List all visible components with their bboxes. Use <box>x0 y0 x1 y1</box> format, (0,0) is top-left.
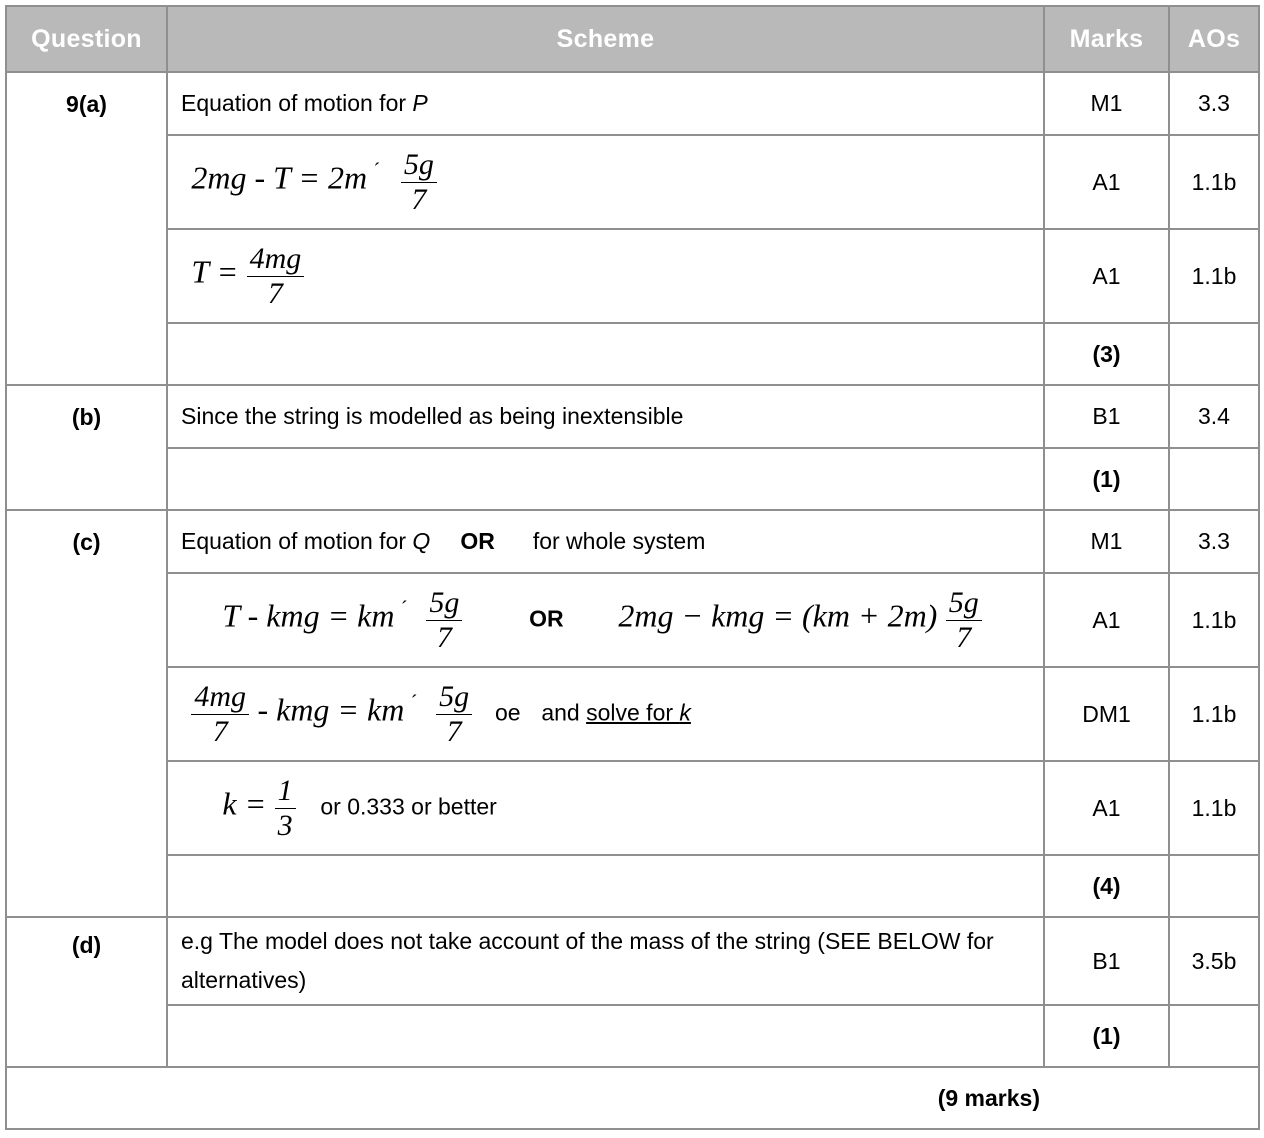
table-row <box>6 761 1259 855</box>
mark-cell: A1 <box>1044 761 1169 855</box>
oe-note: oe <box>494 699 521 726</box>
scheme-cell: Equation of motion for Q OR for whole system <box>167 510 1044 573</box>
mark-cell: B1 <box>1044 385 1169 448</box>
mark-cell: B1 <box>1044 917 1169 1005</box>
header-question: Question <box>6 6 167 72</box>
header-aos: AOs <box>1169 6 1259 72</box>
ao-cell: 1.1b <box>1169 667 1259 761</box>
mark-scheme-table <box>5 5 1260 1130</box>
scheme-cell <box>167 229 1044 323</box>
ao-cell: 1.1b <box>1169 135 1259 229</box>
ao-cell: 3.3 <box>1169 72 1259 135</box>
ao-cell: 3.5b <box>1169 917 1259 1005</box>
equation: k = <box>222 785 267 822</box>
subtotal-mark: (3) <box>1044 323 1169 385</box>
table-row <box>6 667 1259 761</box>
subtotal-mark: (1) <box>1044 1005 1169 1067</box>
table-row <box>6 229 1259 323</box>
equation: - kmg = km <box>257 691 405 728</box>
header-row <box>6 6 1259 72</box>
scheme-cell: Equation of motion for P <box>167 72 1044 135</box>
ao-cell: 1.1b <box>1169 761 1259 855</box>
times-symbol: ´ <box>400 597 408 620</box>
solve-note: solve for k <box>586 699 691 726</box>
scheme-cell: $\frac{4mg}{7}$ - kmg = km ´ $\frac{5g}{7}$ oe and solve for k <box>167 667 1044 761</box>
mark-cell: A1 <box>1044 135 1169 229</box>
scheme-cell: Since the string is modelled as being inextensible <box>167 385 1044 448</box>
scheme-cell <box>167 135 1044 229</box>
times-symbol: ´ <box>373 159 381 182</box>
ao-cell: 3.3 <box>1169 510 1259 573</box>
equation-alt: 2mg − kmg = (km + 2m) <box>618 597 938 634</box>
equation: T = <box>191 253 239 290</box>
table-row <box>6 510 1259 573</box>
question-label-c: (c) <box>6 510 167 917</box>
header-scheme: Scheme <box>167 6 1044 72</box>
fraction: $\frac{5g}{7}$ <box>436 680 472 749</box>
fraction: $\frac{1}{3}$ <box>275 774 296 843</box>
fraction: $\frac{5g}{7}$ <box>426 586 462 655</box>
subtotal-mark: (1) <box>1044 448 1169 510</box>
fraction: $\frac{5g}{7}$ <box>401 148 437 217</box>
or-label: OR <box>529 605 564 632</box>
mark-cell: A1 <box>1044 229 1169 323</box>
table-row <box>6 135 1259 229</box>
subtotal-row <box>6 1005 1259 1067</box>
fraction: $\frac{4mg}{7}$ <box>247 242 305 311</box>
scheme-cell <box>167 573 1044 667</box>
scheme-cell: e.g The model does not take account of the mass of the string (SEE BELOW for alternatives) <box>167 917 1044 1005</box>
subtotal-row <box>6 323 1259 385</box>
subtotal-mark: (4) <box>1044 855 1169 917</box>
question-label-d: (d) <box>6 917 167 1067</box>
scheme-cell: k = $\frac{1}{3}$ or 0.333 or better <box>167 761 1044 855</box>
mark-cell: A1 <box>1044 573 1169 667</box>
question-label-9a: 9(a) <box>6 72 167 385</box>
table-row <box>6 917 1259 1005</box>
equation: T - kmg = km <box>222 597 395 634</box>
table-row <box>6 573 1259 667</box>
fraction: $\frac{5g}{7}$ <box>946 586 982 655</box>
ao-cell: 1.1b <box>1169 229 1259 323</box>
subtotal-row <box>6 855 1259 917</box>
question-label-b: (b) <box>6 385 167 510</box>
total-marks: (9 marks) <box>6 1067 1259 1129</box>
times-symbol: ´ <box>410 691 418 714</box>
ao-cell: 1.1b <box>1169 573 1259 667</box>
subtotal-row <box>6 448 1259 510</box>
mark-cell: M1 <box>1044 72 1169 135</box>
table-row <box>6 72 1259 135</box>
table-row <box>6 385 1259 448</box>
equation: 2mg - T = 2m <box>191 159 368 196</box>
mark-cell: DM1 <box>1044 667 1169 761</box>
total-row <box>6 1067 1259 1129</box>
mark-cell: M1 <box>1044 510 1169 573</box>
fraction: $\frac{4mg}{7}$ <box>191 680 249 749</box>
header-marks: Marks <box>1044 6 1169 72</box>
ao-cell: 3.4 <box>1169 385 1259 448</box>
